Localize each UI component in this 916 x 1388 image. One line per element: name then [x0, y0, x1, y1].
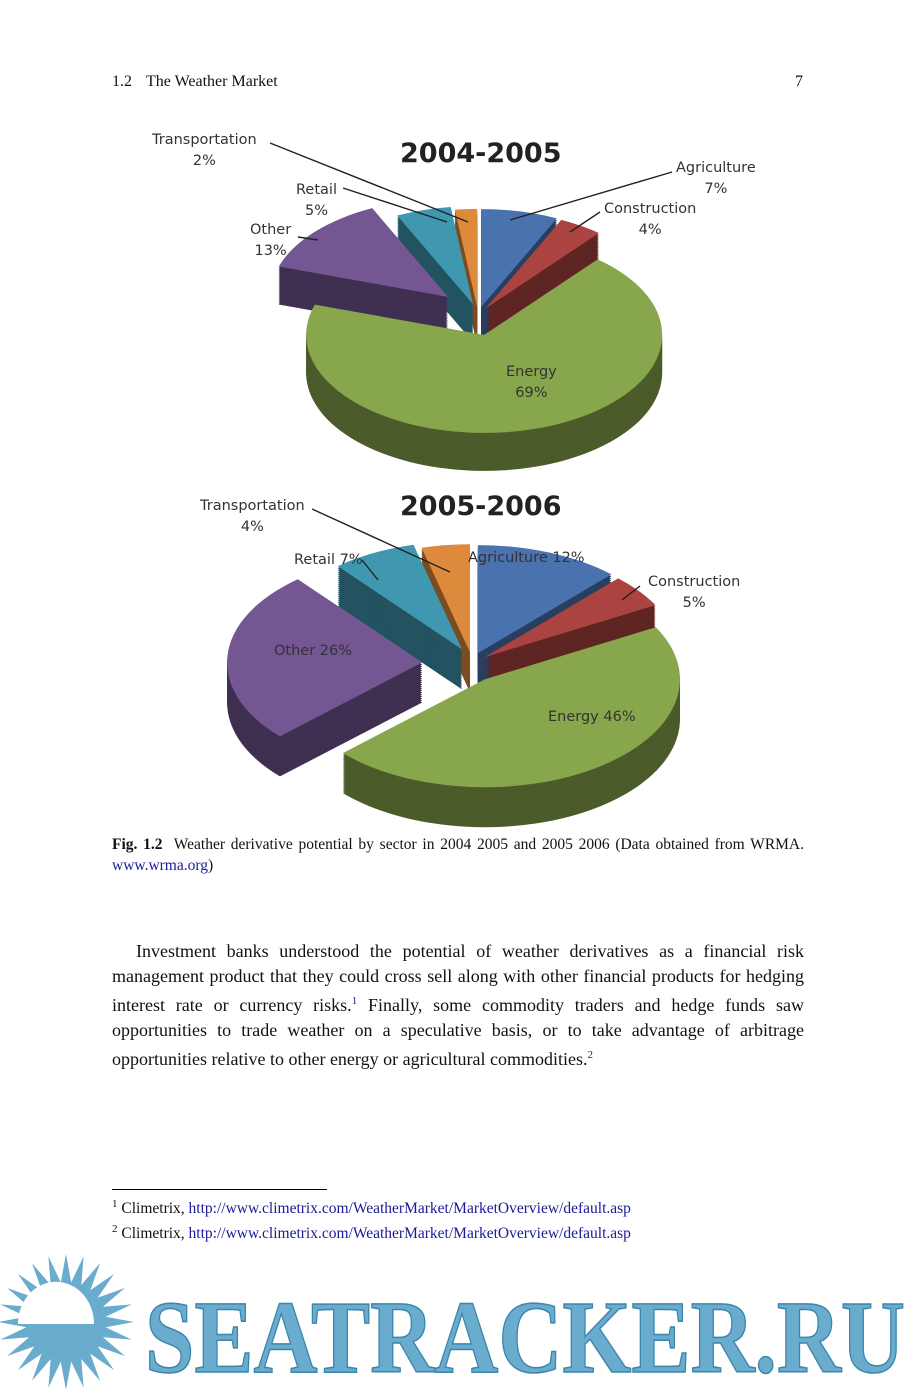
footnote: $^1$ Climetrix, http://www.climetrix.com/WeatherMarket/MarketOverview/default.asp [112, 1198, 631, 1218]
section-title: The Weather Market [146, 73, 278, 90]
sun-icon [0, 1254, 134, 1388]
footnote-ref[interactable]: 2 [587, 1049, 594, 1061]
chart-title-2005: 2005-2006 [400, 491, 562, 522]
footnote-ref[interactable]: 1 [351, 995, 358, 1007]
watermark-logo [0, 1252, 916, 1388]
footnote-link[interactable]: http://www.climetrix.com/WeatherMarket/MarketOverview/default.asp [188, 1225, 631, 1243]
figure-label: Fig. 1.2 [112, 836, 163, 853]
label-energy: Energy 69% [506, 364, 557, 401]
label-agriculture: Agriculture 7% [676, 160, 756, 197]
label-transportation: Transportation 2% [152, 132, 257, 169]
label-other: Other 13% [250, 222, 292, 259]
chart-title-2004: 2004-2005 [400, 138, 562, 169]
label-other-2: Other 26% [274, 643, 353, 659]
wrma-link[interactable]: www.wrma.org [112, 857, 208, 874]
label-retail-2: Retail 7% [294, 552, 363, 568]
section-number: 1.2 [112, 73, 132, 90]
label-transportation-2: Transportation 4% [200, 498, 305, 535]
label-construction: Construction 4% [604, 201, 697, 238]
label-retail: Retail 5% [296, 182, 337, 219]
label-construction-2: Construction 5% [648, 574, 741, 611]
label-energy-2: Energy 46% [548, 709, 636, 725]
svg-text:SEATRACKER.RU: SEATRACKER.RU [145, 1280, 905, 1388]
label-agriculture-2: Agriculture 12% [468, 550, 585, 566]
figure-caption: Fig. 1.2 Weather derivative potential by sector in 2004 2005 and 2005 2006 (Data obtained from WRMA. www.wrma.org) [112, 836, 805, 874]
footnote-rule [112, 1189, 327, 1190]
page-number: 7 [795, 73, 803, 90]
footnote: $^2$ Climetrix, http://www.climetrix.com/WeatherMarket/MarketOverview/default.asp [112, 1223, 631, 1243]
body-paragraph: Investment banks understood the potential of weather derivatives as a financial risk management product that they could cross sell along with other financial products for hedging interest rate or currency risks.$^1$ Finally, some commodity traders and hedge funds saw opportunities to trade weather on a speculative basis, or to take advantage of arbitrage opportunities relative to other energy or agricultural commodities.$^2$ [112, 941, 804, 1069]
footnote-link[interactable]: http://www.climetrix.com/WeatherMarket/MarketOverview/default.asp [188, 1200, 631, 1218]
